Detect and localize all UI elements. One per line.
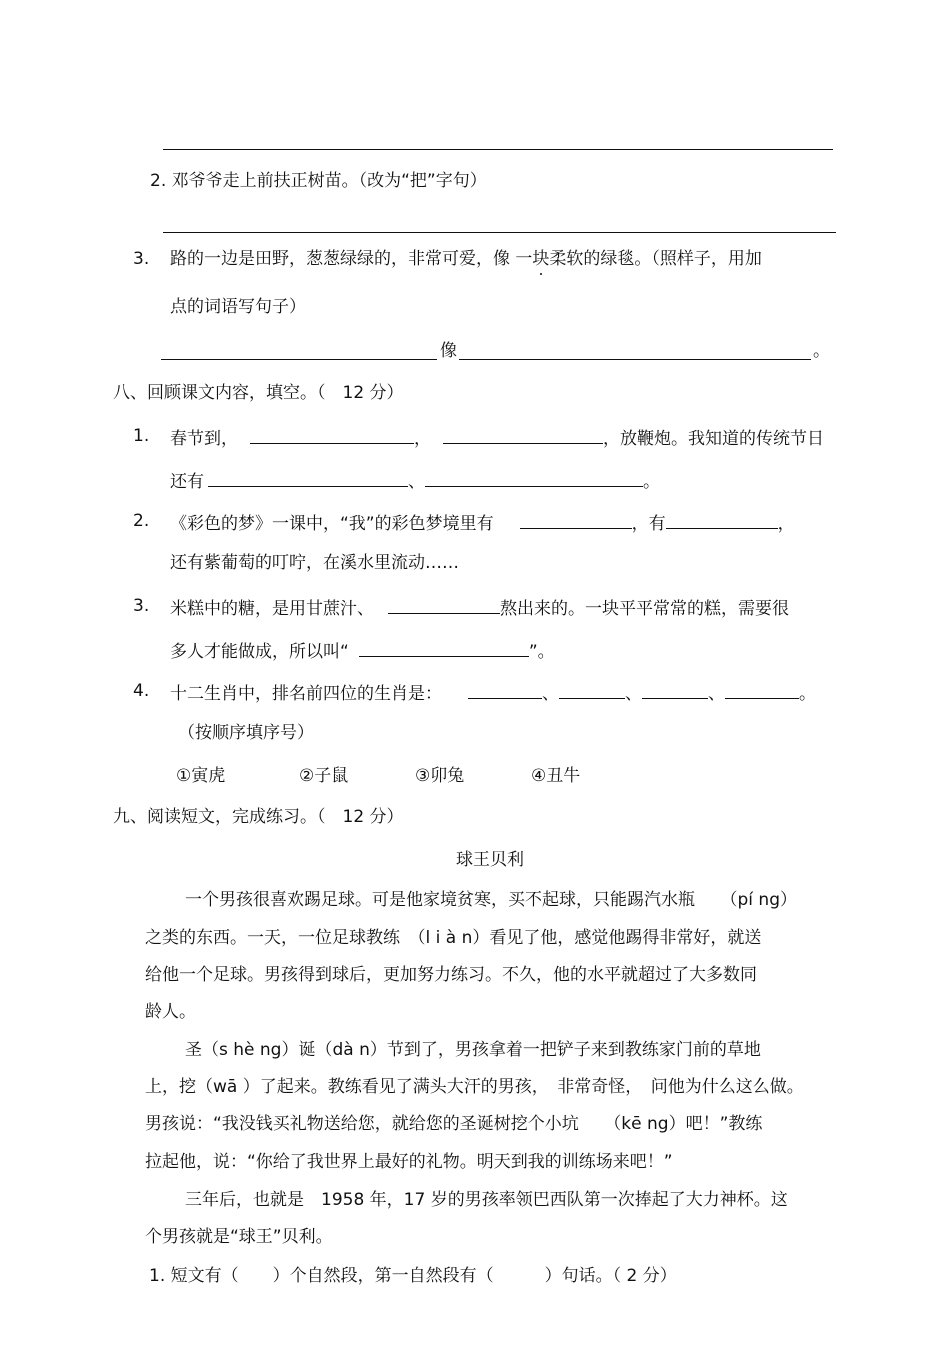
q8-1-blank-2[interactable]: [443, 425, 603, 444]
passage-p2-line1: 圣（s hè ng）诞（dà n）节到了，男孩拿着一把铲子来到教练家门前的草地: [185, 1040, 761, 1060]
q8-1-part1: 春节到，: [170, 429, 238, 449]
q7-2-answer-line[interactable]: [163, 232, 836, 233]
section9-heading: 九、阅读短文，完成练习。（ 12 分）: [113, 807, 404, 827]
q8-1-line2a: 还有: [170, 472, 204, 492]
q8-3-line2: [170, 638, 555, 663]
q8-3-number: 3.: [133, 596, 150, 616]
q8-4-option-2: ②子鼠: [299, 766, 349, 786]
passage-title: 球王贝利: [456, 850, 524, 870]
q8-4-option-3: ③卯兔: [415, 766, 465, 786]
q8-3-blank-2[interactable]: [359, 638, 529, 657]
emphasis-dot: [540, 273, 542, 275]
q8-4-line2: （按顺序填序号）: [178, 723, 314, 743]
passage-p2-line4: 拉起他，说：“你给了我世界上最好的礼物。明天到我的训练场来吧！”: [145, 1152, 673, 1172]
q7-3-line1: 路的一边是田野，葱葱绿绿的，非常可爱，像 一块柔软的绿毯。（照样子，用加: [170, 249, 762, 269]
q8-2-part1: 《彩色的梦》一课中，“我”的彩色梦境里有: [170, 514, 494, 534]
q8-1-sep1: ，: [414, 429, 431, 449]
q7-2-text: 2. 邓爷爷走上前扶正树苗。（改为“把”字句）: [150, 171, 487, 191]
q8-2-end: ，: [777, 514, 795, 534]
q8-1-line2: [170, 468, 660, 493]
q8-1-part2: ，放鞭炮。我知道的传统节日: [603, 429, 824, 449]
passage-p3-line2: 个男孩就是“球王”贝利。: [145, 1227, 333, 1247]
q8-2-blank-1[interactable]: [520, 510, 632, 529]
q8-2-line1: [170, 510, 795, 535]
q8-4-blank-4[interactable]: [725, 680, 799, 699]
q7-3-answer-blank-2[interactable]: [459, 359, 811, 360]
passage-p2-line2: 上，挖（wā ）了起来。教练看见了满头大汗的男孩， 非常奇怪， 问他为什么这么做。: [145, 1077, 804, 1097]
q7-3-answer-end: 。: [813, 341, 830, 361]
q8-4-option-4: ④丑牛: [531, 766, 581, 786]
q8-3-part1: 米糕中的糖，是用甘蔗汁、: [170, 599, 374, 619]
q8-1-blank-4[interactable]: [425, 468, 643, 487]
passage-p1-line1: 一个男孩很喜欢踢足球。可是他家境贫寒，买不起球，只能踢汽水瓶 （pí ng）: [185, 890, 797, 910]
q8-3-line1: [170, 595, 789, 620]
q7-3-answer-blank-1[interactable]: [161, 359, 437, 360]
q8-4-sep-1: 、: [542, 684, 559, 704]
q9-1-text: 1. 短文有（ ）个自然段，第一自然段有（ ）句话。（ 2 分）: [149, 1266, 677, 1286]
q8-3-line2a: 多人才能做成，所以叫“: [170, 642, 349, 662]
q8-1-blank-1[interactable]: [250, 425, 414, 444]
q8-4-blank-3[interactable]: [642, 680, 708, 699]
q8-1-number: 1.: [133, 426, 150, 446]
passage-p1-line2: 之类的东西。一天，一位足球教练 （l i à n）看见了他，感觉他踢得非常好，就送: [145, 928, 762, 948]
q8-1-end: 。: [643, 472, 660, 492]
q8-4-line1: [170, 680, 816, 705]
q7-3-answer-word: 像: [440, 341, 457, 361]
answer-line-top[interactable]: [163, 149, 833, 150]
passage-p1-line4: 龄人。: [145, 1002, 196, 1022]
passage-p3-line1: 三年后，也就是 1958 年，17 岁的男孩率领巴西队第一次捧起了大力神杯。这: [185, 1190, 788, 1210]
q8-4-blank-2[interactable]: [559, 680, 625, 699]
section8-heading: 八、回顾课文内容，填空。（ 12 分）: [113, 383, 404, 403]
q8-4-option-1: ①寅虎: [176, 766, 226, 786]
q8-4-sep-3: 、: [708, 684, 725, 704]
q8-1-line1: [170, 425, 824, 450]
q8-2-blank-2[interactable]: [666, 510, 778, 529]
q8-3-line2b: ”。: [528, 642, 555, 662]
q8-4-blank-1[interactable]: [468, 680, 542, 699]
q8-2-mid: ，有: [631, 514, 666, 534]
q8-2-number: 2.: [133, 511, 150, 531]
q8-4-part1: 十二生肖中，排名前四位的生肖是：: [170, 684, 442, 704]
q8-1-sep2: 、: [408, 472, 425, 492]
q8-4-end: 。: [799, 684, 816, 704]
q8-4-sep-2: 、: [625, 684, 642, 704]
q8-3-part2: 熬出来的。一块平平常常的糕，需要很: [500, 599, 789, 619]
q8-3-blank-1[interactable]: [388, 595, 500, 614]
q8-1-blank-3[interactable]: [208, 468, 408, 487]
q8-4-number: 4.: [133, 681, 150, 701]
q7-3-number: 3.: [133, 249, 150, 269]
q8-2-line2: 还有紫葡萄的叮咛，在溪水里流动……: [170, 553, 459, 573]
passage-p1-line3: 给他一个足球。男孩得到球后，更加努力练习。不久，他的水平就超过了大多数同: [145, 965, 757, 985]
q7-3-line2: 点的词语写句子）: [170, 297, 306, 317]
passage-p2-line3: 男孩说：“我没钱买礼物送给您，就给您的圣诞树挖个小坑 （kē ng）吧！”教练: [145, 1114, 763, 1134]
